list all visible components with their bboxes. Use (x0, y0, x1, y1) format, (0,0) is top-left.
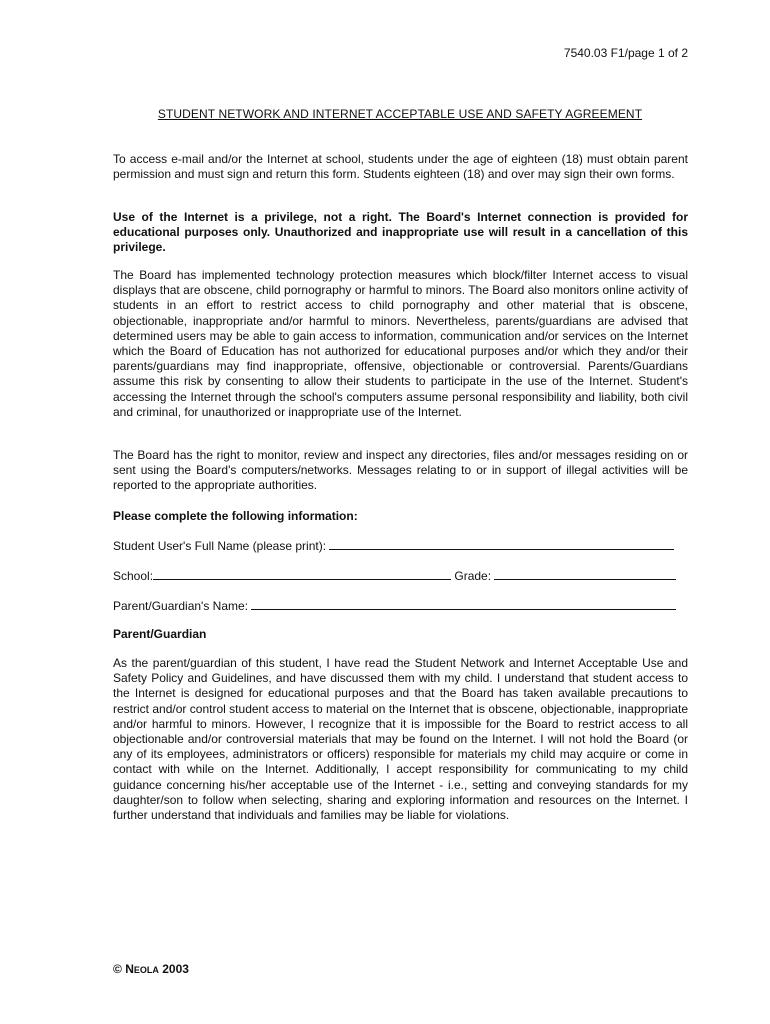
copyright-year: 2003 (162, 962, 189, 976)
school-blank[interactable] (153, 568, 451, 580)
copyright-footer (113, 962, 189, 976)
guardian-paragraph: As the parent/guardian of this student, I have read the Student Network and Internet Acceptable Use and Safety Policy and Guidelines, and have discussed them with my child. I understand that student access to the Internet is designed for educational purposes and that the Board has taken available precautions to restrict and/or control student access to material on the Internet that is obscene, objectionable, inappropriate and/or harmful to minors. However, I recognize that it is impossible for the Board to restrict access to all objectionable and/or controversial materials that may be found on the Internet. I will not hold the Board (or any of its employees, administrators or officers) responsible for materials my child may acquire or come in contact with while on the Internet. Additionally, I accept responsibility for communicating to my child guidance concerning his/her acceptable use of the Internet - i.e., setting and conveying standards for my daughter/son to follow when selecting, sharing and exploring information and resources on the Internet. I further understand that individuals and families may be liable for violations. (113, 656, 688, 823)
school-grade-row (113, 568, 688, 583)
student-name-label: Student User's Full Name (please print): (113, 539, 327, 553)
guardian-name-blank[interactable] (251, 598, 676, 610)
intro-paragraph: To access e-mail and/or the Internet at school, students under the age of eighteen (18) must obtain parent permission and must sign and return this form. Students eighteen (18) and over may sign their own forms. (113, 152, 688, 182)
grade-blank[interactable] (494, 568, 676, 580)
guardian-name-label: Parent/Guardian's Name: (113, 599, 249, 613)
guardian-heading: Parent/Guardian (113, 627, 207, 641)
school-label: School: (113, 569, 154, 583)
brand-name: NEOLA (125, 962, 159, 976)
protection-paragraph: The Board has implemented technology protection measures which block/filter Internet access to visual displays that are obscene, child pornography or harmful to minors. The Board also monitors online activity of students in an effort to restrict access to child pornography and other material that is obscene, objectionable, inappropriate and/or harmful to minors. Nevertheless, parents/guardians are advised that determined users may be able to gain access to information, communication and/or services on the Internet which the Board of Education has not authorized for educational purposes and/or which they and/or their parents/guardians may find inappropriate, offensive, objectionable or controversial. Parents/Guardians assume this risk by consenting to allow their students to participate in the use of the Internet. Student's accessing the Internet through the school's computers assume personal responsibility and liability, both civil and criminal, for unauthorized or inappropriate use of the Internet. (113, 268, 688, 419)
privilege-paragraph: Use of the Internet is a privilege, not a right. The Board's Internet connection is provided for educational purposes only. Unauthorized and inappropriate use will result in a cancellation of this privilege. (113, 210, 688, 255)
monitor-paragraph: The Board has the right to monitor, review and inspect any directories, files and/or messages residing on or sent using the Board's computers/networks. Messages relating to or in support of illegal activities will be reported to the appropriate authorities. (113, 448, 688, 493)
student-name-field[interactable] (113, 538, 688, 553)
copyright-symbol: © (113, 962, 122, 976)
page-reference: 7540.03 F1/page 1 of 2 (563, 46, 688, 60)
grade-label: Grade: (454, 569, 492, 583)
guardian-name-field[interactable] (113, 598, 688, 613)
document-title: STUDENT NETWORK AND INTERNET ACCEPTABLE USE AND SAFETY AGREEMENT (157, 107, 643, 121)
complete-info-heading: Please complete the following information: (113, 509, 358, 523)
student-name-blank[interactable] (329, 538, 674, 550)
